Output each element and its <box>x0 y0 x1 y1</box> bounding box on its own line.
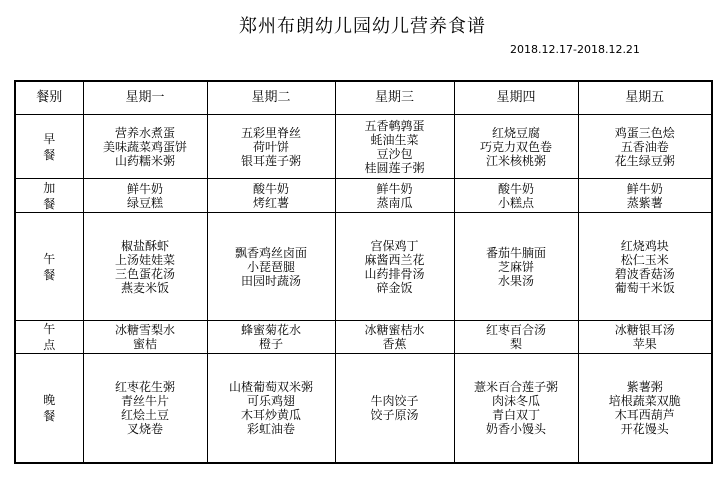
menu-cell-afternoon-snack-day-1 <box>83 321 207 354</box>
dish-item: 小糕点 <box>497 195 534 210</box>
dish-item: 木耳西葫芦 <box>614 408 675 423</box>
dish-item: 蜜桔 <box>132 337 157 352</box>
dish-list <box>498 182 534 210</box>
dish-item: 蒸紫薯 <box>626 195 663 210</box>
dish-list <box>235 246 307 288</box>
meal-label-char: 午 <box>43 251 56 266</box>
header-day-3: 星期三 <box>335 81 454 115</box>
dish-item: 五彩里脊丝 <box>240 125 301 140</box>
menu-cell-snack-day-1 <box>83 179 207 213</box>
dish-item: 奶香小馒头 <box>485 422 546 437</box>
menu-cell-lunch-day-3 <box>335 213 454 321</box>
meal-label-char: 点 <box>43 338 56 353</box>
dish-item: 芝麻饼 <box>497 259 534 274</box>
dish-list <box>229 380 313 436</box>
dish-item: 椒盐酥虾 <box>120 238 169 253</box>
dish-item: 巧克力双色卷 <box>479 139 552 154</box>
dish-item: 红烧鸡块 <box>620 238 669 253</box>
dish-list <box>364 119 424 175</box>
dish-item: 饺子原汤 <box>370 408 419 423</box>
dish-item: 荷叶饼 <box>252 139 289 154</box>
menu-cell-snack-day-5 <box>578 179 712 213</box>
dish-list <box>615 239 675 295</box>
dish-item: 香蕉 <box>382 337 407 352</box>
dish-list <box>370 394 418 422</box>
dish-item: 碧波香菇汤 <box>614 266 675 281</box>
dish-item: 美味蔬菜鸡蛋饼 <box>102 139 187 154</box>
dish-item: 紫薯粥 <box>626 380 663 395</box>
dish-list <box>364 323 424 351</box>
dish-item: 营养水煮蛋 <box>114 125 175 140</box>
dish-item: 红枣百合汤 <box>485 323 546 338</box>
meal-label-char: 午 <box>43 322 56 337</box>
dish-item: 绿豆糕 <box>126 195 163 210</box>
dish-item: 酸牛奶 <box>252 181 289 196</box>
dish-item: 鲜牛奶 <box>126 181 163 196</box>
menu-body <box>15 115 712 464</box>
menu-cell-lunch-day-4 <box>454 213 578 321</box>
menu-cell-breakfast-day-4 <box>454 115 578 179</box>
dish-list <box>609 380 681 436</box>
dish-item: 鲜牛奶 <box>626 181 663 196</box>
dish-item: 三色蛋花汤 <box>114 266 175 281</box>
table-row <box>15 321 712 354</box>
dish-list <box>480 126 552 168</box>
dish-item: 田园时蔬汤 <box>240 273 301 288</box>
dish-list <box>486 323 546 351</box>
dish-list <box>615 126 675 168</box>
header-row <box>15 81 712 115</box>
dish-item: 山药糯米粥 <box>114 153 175 168</box>
meal-label-lunch <box>15 213 83 321</box>
dish-list <box>103 126 187 168</box>
menu-cell-dinner-day-4 <box>454 354 578 463</box>
dish-item: 蒸南瓜 <box>376 195 413 210</box>
menu-cell-lunch-day-5 <box>578 213 712 321</box>
meal-label-char: 早 <box>43 131 56 146</box>
menu-cell-breakfast-day-3 <box>335 115 454 179</box>
dish-item: 红枣花生粥 <box>114 380 175 395</box>
menu-cell-snack-day-2 <box>207 179 335 213</box>
dish-item: 山药排骨汤 <box>364 266 425 281</box>
dish-item: 肉沫冬瓜 <box>491 394 540 409</box>
dish-item: 麻酱西兰花 <box>364 252 425 267</box>
dish-item: 红烧豆腐 <box>491 125 540 140</box>
dish-list <box>115 239 175 295</box>
dish-item: 冰糖蜜桔水 <box>364 323 425 338</box>
dish-item: 橙子 <box>258 337 283 352</box>
dish-item: 青丝牛片 <box>120 394 169 409</box>
dish-item: 番茄牛腩面 <box>485 245 546 260</box>
date-range: 2018.12.17-2018.12.21 <box>510 43 640 56</box>
dish-item: 开花馒头 <box>620 422 669 437</box>
menu-table <box>14 80 713 464</box>
dish-list <box>615 323 675 351</box>
page-title: 郑州布朗幼儿园幼儿营养食谱 <box>239 16 486 37</box>
dish-item: 碎金饭 <box>376 280 413 295</box>
dish-item: 宫保鸡丁 <box>370 238 419 253</box>
menu-cell-afternoon-snack-day-4 <box>454 321 578 354</box>
header-day-5: 星期五 <box>578 81 712 115</box>
header-day-4: 星期四 <box>454 81 578 115</box>
dish-list <box>127 182 163 210</box>
dish-item: 冰糖雪梨水 <box>114 323 175 338</box>
dish-list <box>115 323 175 351</box>
dish-list <box>115 380 175 436</box>
meal-label-char: 餐 <box>43 409 56 424</box>
dish-item: 五香油卷 <box>620 139 669 154</box>
dish-list <box>364 239 424 295</box>
menu-cell-afternoon-snack-day-3 <box>335 321 454 354</box>
dish-item: 花生绿豆粥 <box>614 153 675 168</box>
dish-item: 松仁玉米 <box>620 252 669 267</box>
table-row <box>15 179 712 213</box>
dish-item: 彩虹油卷 <box>246 422 295 437</box>
dish-item: 牛肉饺子 <box>370 394 419 409</box>
meal-label-dinner <box>15 354 83 463</box>
dish-item: 燕麦米饭 <box>120 280 169 295</box>
table-row <box>15 213 712 321</box>
dish-list <box>241 323 301 351</box>
dish-list <box>474 380 558 436</box>
menu-cell-breakfast-day-2 <box>207 115 335 179</box>
meal-label-afternoon-snack <box>15 321 83 354</box>
dish-item: 水果汤 <box>497 273 534 288</box>
meal-label-snack <box>15 179 83 213</box>
menu-cell-dinner-day-5 <box>578 354 712 463</box>
dish-item: 烤红薯 <box>252 195 289 210</box>
dish-item: 五香鹌鹑蛋 <box>364 118 425 133</box>
menu-cell-breakfast-day-5 <box>578 115 712 179</box>
meal-label-char: 餐 <box>43 267 56 282</box>
meal-label-breakfast <box>15 115 83 179</box>
dish-list <box>627 182 663 210</box>
menu-cell-afternoon-snack-day-2 <box>207 321 335 354</box>
dish-item: 桂圆莲子粥 <box>364 160 425 175</box>
dish-list <box>486 246 546 288</box>
dish-item: 上汤娃娃菜 <box>114 252 175 267</box>
menu-cell-dinner-day-1 <box>83 354 207 463</box>
meal-label-char: 晚 <box>43 393 56 408</box>
dish-item: 青白双丁 <box>491 408 540 423</box>
dish-item: 叉烧卷 <box>126 422 163 437</box>
dish-item: 酸牛奶 <box>497 181 534 196</box>
meal-label-char: 加 <box>43 180 56 195</box>
dish-list <box>241 126 301 168</box>
table-row <box>15 115 712 179</box>
dish-item: 豆沙包 <box>376 146 413 161</box>
meal-label-char: 餐 <box>43 147 56 162</box>
dish-item: 培根蔬菜双脆 <box>608 394 681 409</box>
dish-item: 飘香鸡丝卤面 <box>234 245 307 260</box>
dish-item: 江米核桃粥 <box>485 153 546 168</box>
dish-item: 鸡蛋三色烩 <box>614 125 675 140</box>
menu-cell-dinner-day-3 <box>335 354 454 463</box>
dish-item: 山楂葡萄双米粥 <box>228 380 313 395</box>
menu-cell-lunch-day-2 <box>207 213 335 321</box>
dish-item: 蚝油生菜 <box>370 132 419 147</box>
dish-item: 葡萄干米饭 <box>614 280 675 295</box>
dish-item: 薏米百合莲子粥 <box>473 380 558 395</box>
dish-list <box>376 182 412 210</box>
menu-cell-dinner-day-2 <box>207 354 335 463</box>
dish-list <box>253 182 289 210</box>
dish-item: 梨 <box>509 337 522 352</box>
dish-item: 可乐鸡翅 <box>246 394 295 409</box>
dish-item: 鲜牛奶 <box>376 181 413 196</box>
dish-item: 红烩土豆 <box>120 408 169 423</box>
menu-cell-snack-day-4 <box>454 179 578 213</box>
dish-item: 木耳炒黄瓜 <box>240 408 301 423</box>
menu-cell-afternoon-snack-day-5 <box>578 321 712 354</box>
menu-cell-lunch-day-1 <box>83 213 207 321</box>
menu-cell-breakfast-day-1 <box>83 115 207 179</box>
dish-item: 冰糖银耳汤 <box>614 323 675 338</box>
dish-item: 苹果 <box>632 337 657 352</box>
table-row <box>15 354 712 463</box>
meal-label-char: 餐 <box>43 196 56 211</box>
header-meal: 餐别 <box>15 81 83 115</box>
dish-item: 银耳莲子粥 <box>240 153 301 168</box>
dish-item: 小琵琶腿 <box>246 259 295 274</box>
header-day-2: 星期二 <box>207 81 335 115</box>
header-day-1: 星期一 <box>83 81 207 115</box>
dish-item: 蜂蜜菊花水 <box>240 323 301 338</box>
menu-cell-snack-day-3 <box>335 179 454 213</box>
